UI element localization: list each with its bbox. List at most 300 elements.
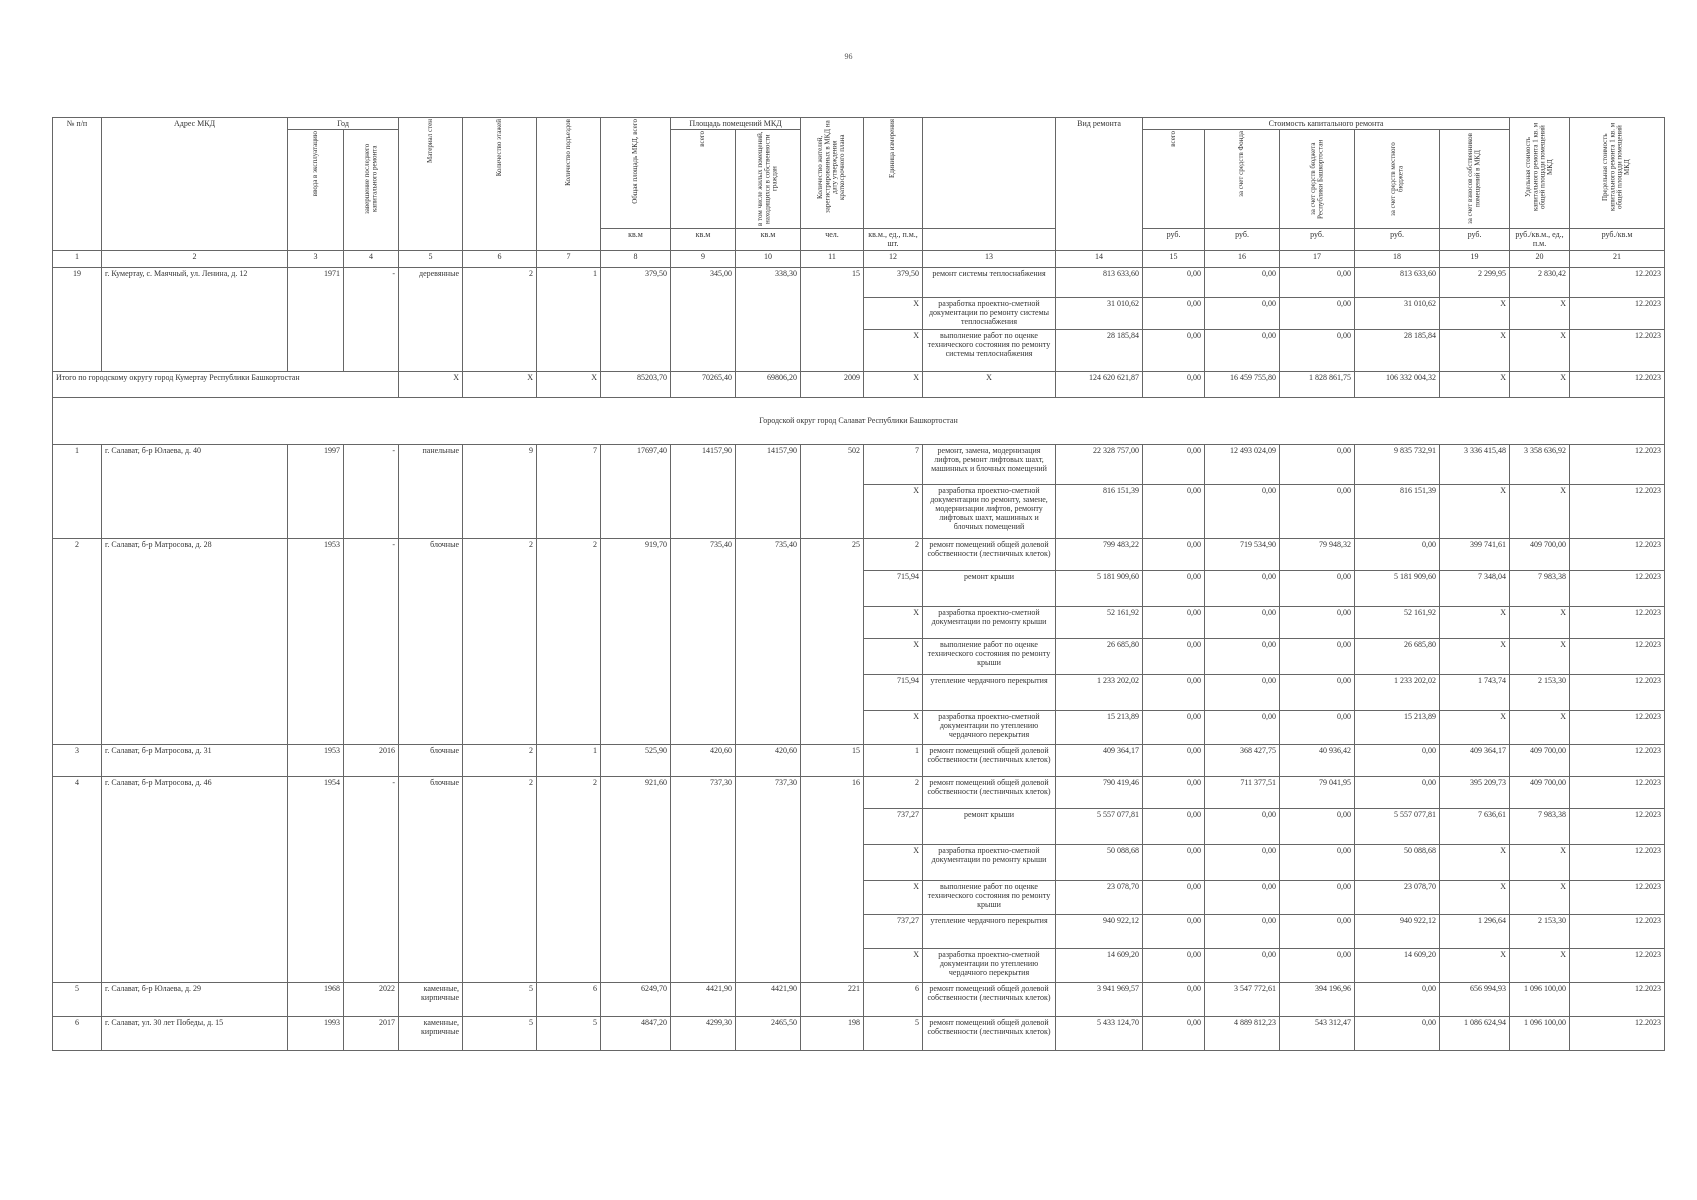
row-entrances: 7 [537, 444, 601, 538]
item-cost-fund: 0,00 [1143, 638, 1205, 674]
unit-cost-owners: руб. [1440, 229, 1510, 250]
row-address: г. Салават, ул. 30 лет Победы, д. 15 [102, 1016, 288, 1050]
column-number: 11 [801, 250, 864, 267]
item-cost-rb: 4 889 812,23 [1205, 1016, 1280, 1050]
item-cost-local: 394 196,96 [1280, 982, 1355, 1016]
item-unit: 6 [864, 982, 923, 1016]
unit-cost-rb: руб. [1280, 229, 1355, 250]
item-unit: X [864, 484, 923, 538]
row-year-built: 1997 [288, 444, 344, 538]
hdr-unit-label: Единица измерения [888, 119, 897, 178]
row-area-owned: 737,30 [736, 776, 801, 982]
item-work-type: разработка проектно-сметной документации по утеплению чердачного перекрытия [923, 948, 1056, 982]
item-cost-rb: 0,00 [1205, 570, 1280, 606]
unit-cost-fund: руб. [1205, 229, 1280, 250]
item-work-type: ремонт помещений общей долевой собственности (лестничных клеток) [923, 538, 1056, 570]
item-unit-cost: 1 086 624,94 [1440, 1016, 1510, 1050]
hdr-cost-fund-label: за счет средств Фонда [1237, 131, 1246, 198]
item-max-cost: X [1510, 329, 1570, 371]
item-work-type: разработка проектно-сметной документации по ремонту крыши [923, 844, 1056, 880]
column-number: 10 [736, 250, 801, 267]
row-year-built: 1953 [288, 744, 344, 776]
item-cost-local: 0,00 [1280, 880, 1355, 914]
item-cost-total: 52 161,92 [1056, 606, 1143, 638]
hdr-area-res-spacer [923, 118, 1056, 229]
hdr-year-built [288, 130, 344, 250]
hdr-residents-label: Количество жителей, зарегистрированных в МКД на дату утверждения краткосрочного плана [816, 120, 847, 214]
total-unit-cost: X [1440, 371, 1510, 397]
item-cost-owners: 0,00 [1355, 538, 1440, 570]
item-max-cost: X [1510, 638, 1570, 674]
hdr-cost-owners-label: за счет взносов собственников помещений в МКД [1466, 133, 1482, 225]
column-number: 21 [1570, 250, 1665, 267]
item-cost-fund: 0,00 [1143, 329, 1205, 371]
hdr-wall-label: Материал стен [425, 119, 434, 163]
item-cost-owners: 28 185,84 [1355, 329, 1440, 371]
item-cost-fund: 0,00 [1143, 570, 1205, 606]
item-date: 12.2023 [1570, 744, 1665, 776]
item-cost-owners: 14 609,20 [1355, 948, 1440, 982]
item-cost-total: 14 609,20 [1056, 948, 1143, 982]
column-number: 15 [1143, 250, 1205, 267]
row-area-owned: 4421,90 [736, 982, 801, 1016]
item-cost-rb: 0,00 [1205, 606, 1280, 638]
item-unit: 5 [864, 1016, 923, 1050]
hdr-floors-label: Количество этажей [494, 119, 503, 177]
item-cost-fund: 0,00 [1143, 538, 1205, 570]
item-cost-fund: 0,00 [1143, 267, 1205, 297]
item-cost-owners: 813 633,60 [1355, 267, 1440, 297]
item-cost-total: 26 685,80 [1056, 638, 1143, 674]
hdr-num: № п/п [53, 118, 102, 251]
row-year-built: 1971 [288, 267, 344, 371]
item-unit: X [864, 606, 923, 638]
item-cost-local: 0,00 [1280, 484, 1355, 538]
column-number: 3 [288, 250, 344, 267]
hdr-cost-local [1355, 130, 1440, 229]
item-date: 12.2023 [1570, 297, 1665, 329]
item-max-cost: 7 983,38 [1510, 570, 1570, 606]
item-unit-cost: 1 296,64 [1440, 914, 1510, 948]
item-cost-owners: 940 922,12 [1355, 914, 1440, 948]
column-number: 13 [923, 250, 1056, 267]
page-number: 96 [844, 52, 853, 61]
hdr-max-cost-label: Предельная стоимость капитального ремонта 1 кв. м общей площади помещений МКД [1601, 122, 1632, 212]
item-cost-owners: 816 151,39 [1355, 484, 1440, 538]
hdr-cost-group: Стоимость капитального ремонта [1143, 118, 1510, 130]
item-cost-rb: 0,00 [1205, 880, 1280, 914]
table-row [53, 538, 1665, 570]
item-max-cost: X [1510, 297, 1570, 329]
item-cost-total: 790 419,46 [1056, 776, 1143, 808]
row-area-all: 14157,90 [671, 444, 736, 538]
column-number: 18 [1355, 250, 1440, 267]
item-date: 12.2023 [1570, 982, 1665, 1016]
item-work-type: разработка проектно-сметной документации по утеплению чердачного перекрытия [923, 710, 1056, 744]
item-unit-cost: X [1440, 329, 1510, 371]
item-unit: X [864, 297, 923, 329]
item-unit-cost: 3 336 415,48 [1440, 444, 1510, 484]
item-max-cost: 2 830,42 [1510, 267, 1570, 297]
unit-unit-cost: руб./кв.м., ед., п.м. [1510, 229, 1570, 250]
item-date: 12.2023 [1570, 638, 1665, 674]
item-unit-cost: X [1440, 948, 1510, 982]
hdr-area-owned-label: в том числе жилых помещений, находящихся в собственности граждан [756, 131, 779, 227]
item-cost-local: 0,00 [1280, 674, 1355, 710]
item-work-type: ремонт крыши [923, 570, 1056, 606]
total-cost-owners: 106 332 004,32 [1355, 371, 1440, 397]
total-work: X [923, 371, 1056, 397]
item-cost-local: 0,00 [1280, 267, 1355, 297]
column-number: 12 [864, 250, 923, 267]
item-cost-rb: 719 534,90 [1205, 538, 1280, 570]
item-cost-fund: 0,00 [1143, 982, 1205, 1016]
item-cost-total: 799 483,22 [1056, 538, 1143, 570]
hdr-cost-fund [1205, 130, 1280, 229]
item-max-cost: 2 153,30 [1510, 674, 1570, 710]
row-residents: 25 [801, 538, 864, 744]
hdr-area-owned [736, 130, 801, 229]
item-cost-total: 940 922,12 [1056, 914, 1143, 948]
unit-spacer [923, 229, 1056, 250]
total-area: 85203,70 [601, 371, 671, 397]
item-work-type: ремонт помещений общей долевой собственности (лестничных клеток) [923, 776, 1056, 808]
item-unit: 737,27 [864, 808, 923, 844]
row-address: г. Салават, б-р Матросова, д. 28 [102, 538, 288, 744]
table-row [53, 1016, 1665, 1050]
item-max-cost: X [1510, 710, 1570, 744]
item-unit: 7 [864, 444, 923, 484]
row-total-area: 6249,70 [601, 982, 671, 1016]
row-number: 3 [53, 744, 102, 776]
item-work-type: выполнение работ по оценке технического состояния по ремонту крыши [923, 638, 1056, 674]
item-date: 12.2023 [1570, 880, 1665, 914]
item-max-cost: X [1510, 844, 1570, 880]
row-wall-material: каменные, кирпичные [399, 1016, 463, 1050]
hdr-wall [399, 118, 463, 251]
item-cost-rb: 0,00 [1205, 329, 1280, 371]
row-area-owned: 420,60 [736, 744, 801, 776]
item-unit: X [864, 638, 923, 674]
table-row [53, 444, 1665, 484]
item-cost-owners: 0,00 [1355, 982, 1440, 1016]
item-date: 12.2023 [1570, 444, 1665, 484]
item-cost-rb: 0,00 [1205, 267, 1280, 297]
row-year-repair: - [344, 538, 399, 744]
unit-area-all: кв.м [671, 229, 736, 250]
item-unit: X [864, 844, 923, 880]
item-work-type: утепление чердачного перекрытия [923, 674, 1056, 710]
item-date: 12.2023 [1570, 674, 1665, 710]
total-unit: X [864, 371, 923, 397]
item-cost-total: 816 151,39 [1056, 484, 1143, 538]
hdr-cost-rb [1280, 130, 1355, 229]
item-cost-local: 0,00 [1280, 444, 1355, 484]
column-number: 8 [601, 250, 671, 267]
column-number: 7 [537, 250, 601, 267]
row-floors: 5 [463, 982, 537, 1016]
item-cost-rb: 368 427,75 [1205, 744, 1280, 776]
item-work-type: утепление чердачного перекрытия [923, 914, 1056, 948]
item-unit-cost: 1 743,74 [1440, 674, 1510, 710]
item-work-type: ремонт, замена, модернизация лифтов, ремонт лифтовых шахт, машинных и блочных помещений [923, 444, 1056, 484]
column-numbers-row [53, 250, 1665, 267]
item-cost-owners: 31 010,62 [1355, 297, 1440, 329]
item-work-type: разработка проектно-сметной документации по ремонту крыши [923, 606, 1056, 638]
row-floors: 2 [463, 776, 537, 982]
hdr-area-group: Площадь помещений МКД [671, 118, 801, 130]
item-cost-total: 409 364,17 [1056, 744, 1143, 776]
table-row [53, 744, 1665, 776]
row-floors: 2 [463, 267, 537, 371]
item-cost-local: 0,00 [1280, 329, 1355, 371]
item-cost-owners: 5 557 077,81 [1355, 808, 1440, 844]
item-cost-total: 5 433 124,70 [1056, 1016, 1143, 1050]
item-max-cost: 1 096 100,00 [1510, 982, 1570, 1016]
item-cost-rb: 0,00 [1205, 484, 1280, 538]
row-address: г. Салават, б-р Матросова, д. 31 [102, 744, 288, 776]
item-cost-total: 15 213,89 [1056, 710, 1143, 744]
item-unit: 379,50 [864, 267, 923, 297]
item-max-cost: 2 153,30 [1510, 914, 1570, 948]
row-year-repair: 2016 [344, 744, 399, 776]
capital-repair-table [52, 117, 1665, 1051]
item-cost-local: 40 936,42 [1280, 744, 1355, 776]
item-max-cost: 409 700,00 [1510, 538, 1570, 570]
item-cost-total: 31 010,62 [1056, 297, 1143, 329]
row-wall-material: блочные [399, 538, 463, 744]
item-cost-local: 0,00 [1280, 844, 1355, 880]
item-max-cost: 3 358 636,92 [1510, 444, 1570, 484]
row-entrances: 2 [537, 538, 601, 744]
item-cost-fund: 0,00 [1143, 297, 1205, 329]
item-unit-cost: X [1440, 880, 1510, 914]
row-entrances: 2 [537, 776, 601, 982]
row-address: г. Кумертау, с. Маячный, ул. Ленина, д. 12 [102, 267, 288, 371]
item-cost-fund: 0,00 [1143, 444, 1205, 484]
item-cost-fund: 0,00 [1143, 776, 1205, 808]
row-total-area: 525,90 [601, 744, 671, 776]
item-unit: X [864, 880, 923, 914]
hdr-max-cost [1570, 118, 1665, 229]
item-cost-fund: 0,00 [1143, 844, 1205, 880]
item-cost-fund: 0,00 [1143, 880, 1205, 914]
row-floors: 2 [463, 744, 537, 776]
item-max-cost: X [1510, 606, 1570, 638]
item-cost-rb: 0,00 [1205, 674, 1280, 710]
row-number: 6 [53, 1016, 102, 1050]
item-cost-owners: 50 088,68 [1355, 844, 1440, 880]
item-cost-total: 22 328 757,00 [1056, 444, 1143, 484]
row-total-area: 17697,40 [601, 444, 671, 538]
item-unit-cost: 409 364,17 [1440, 744, 1510, 776]
row-residents: 221 [801, 982, 864, 1016]
column-number: 2 [102, 250, 288, 267]
item-unit-cost: X [1440, 297, 1510, 329]
hdr-unit [864, 118, 923, 229]
item-cost-fund: 0,00 [1143, 710, 1205, 744]
hdr-work: Вид ремонта [1056, 118, 1143, 251]
total-area-all: 70265,40 [671, 371, 736, 397]
item-cost-fund: 0,00 [1143, 808, 1205, 844]
total-label: Итого по городскому округу город Кумертау Республики Башкортостан [53, 371, 399, 397]
row-area-owned: 735,40 [736, 538, 801, 744]
item-cost-rb: 12 493 024,09 [1205, 444, 1280, 484]
row-year-built: 1968 [288, 982, 344, 1016]
item-cost-owners: 26 685,80 [1355, 638, 1440, 674]
total-area-owned: 69806,20 [736, 371, 801, 397]
hdr-area-all [671, 130, 736, 229]
item-cost-local: 79 041,95 [1280, 776, 1355, 808]
row-total-area: 921,60 [601, 776, 671, 982]
row-wall-material: каменные, кирпичные [399, 982, 463, 1016]
column-number: 1 [53, 250, 102, 267]
item-date: 12.2023 [1570, 948, 1665, 982]
item-cost-rb: 0,00 [1205, 638, 1280, 674]
item-date: 12.2023 [1570, 710, 1665, 744]
item-cost-owners: 0,00 [1355, 1016, 1440, 1050]
column-number: 9 [671, 250, 736, 267]
hdr-total-area-label: Общая площадь МКД, всего [630, 119, 639, 204]
item-date: 12.2023 [1570, 267, 1665, 297]
row-wall-material: блочные [399, 776, 463, 982]
item-cost-rb: 0,00 [1205, 948, 1280, 982]
row-residents: 16 [801, 776, 864, 982]
total-cost: 124 620 621,87 [1056, 371, 1143, 397]
unit-residents: чел. [801, 229, 864, 250]
item-work-type: выполнение работ по оценке технического состояния по ремонту системы теплоснабжения [923, 329, 1056, 371]
row-entrances: 6 [537, 982, 601, 1016]
item-cost-owners: 15 213,89 [1355, 710, 1440, 744]
item-cost-fund: 0,00 [1143, 484, 1205, 538]
hdr-unit-cost [1510, 118, 1570, 229]
item-cost-owners: 0,00 [1355, 776, 1440, 808]
row-address: г. Салават, б-р Юлаева, д. 29 [102, 982, 288, 1016]
total-cost-local: 1 828 861,75 [1280, 371, 1355, 397]
hdr-year-built-label: ввода в эксплуатацию [310, 131, 319, 197]
row-year-repair: 2022 [344, 982, 399, 1016]
item-date: 12.2023 [1570, 776, 1665, 808]
row-area-all: 345,00 [671, 267, 736, 371]
row-number: 1 [53, 444, 102, 538]
hdr-floors [463, 118, 537, 251]
hdr-residents [801, 118, 864, 229]
item-unit-cost: 7 348,04 [1440, 570, 1510, 606]
hdr-year-repair [344, 130, 399, 250]
item-unit: X [864, 329, 923, 371]
row-wall-material: панельные [399, 444, 463, 538]
item-unit: 715,94 [864, 570, 923, 606]
row-number: 5 [53, 982, 102, 1016]
item-max-cost: X [1510, 484, 1570, 538]
item-cost-total: 5 181 909,60 [1056, 570, 1143, 606]
item-cost-local: 0,00 [1280, 914, 1355, 948]
item-unit: 737,27 [864, 914, 923, 948]
hdr-cost-local-label: за счет средств местного бюджета [1388, 142, 1405, 217]
item-unit-cost: 395 209,73 [1440, 776, 1510, 808]
item-cost-local: 79 948,32 [1280, 538, 1355, 570]
item-cost-total: 50 088,68 [1056, 844, 1143, 880]
table-row [53, 982, 1665, 1016]
unit-total-area: кв.м [601, 229, 671, 250]
row-total-area: 379,50 [601, 267, 671, 371]
row-entrances: 1 [537, 267, 601, 371]
item-cost-local: 0,00 [1280, 606, 1355, 638]
item-cost-total: 5 557 077,81 [1056, 808, 1143, 844]
item-work-type: ремонт помещений общей долевой собственности (лестничных клеток) [923, 982, 1056, 1016]
item-max-cost: 409 700,00 [1510, 744, 1570, 776]
column-number: 4 [344, 250, 399, 267]
column-number: 19 [1440, 250, 1510, 267]
item-work-type: разработка проектно-сметной документации по ремонту системы теплоснабжения [923, 297, 1056, 329]
item-cost-owners: 0,00 [1355, 744, 1440, 776]
item-work-type: ремонт крыши [923, 808, 1056, 844]
item-cost-local: 0,00 [1280, 297, 1355, 329]
row-area-owned: 338,30 [736, 267, 801, 371]
item-work-type: ремонт системы теплоснабжения [923, 267, 1056, 297]
item-work-type: выполнение работ по оценке технического состояния по ремонту крыши [923, 880, 1056, 914]
row-area-all: 737,30 [671, 776, 736, 982]
section-title: Городской округ город Салават Республики Башкортостан [53, 397, 1665, 444]
item-work-type: разработка проектно-сметной документации по ремонту, замене, модернизации лифтов, ремонту лифтовых шахт, машинных и блочных помещений [923, 484, 1056, 538]
column-number: 17 [1280, 250, 1355, 267]
column-number: 14 [1056, 250, 1143, 267]
item-cost-total: 1 233 202,02 [1056, 674, 1143, 710]
item-cost-fund: 0,00 [1143, 914, 1205, 948]
hdr-cost-rb-label: за счет средств бюджета Республики Башкортостан [1308, 139, 1325, 219]
unit-cost-total: руб. [1143, 229, 1205, 250]
row-floors: 9 [463, 444, 537, 538]
item-date: 12.2023 [1570, 914, 1665, 948]
row-wall-material: блочные [399, 744, 463, 776]
item-unit-cost: X [1440, 710, 1510, 744]
item-max-cost: 1 096 100,00 [1510, 1016, 1570, 1050]
item-cost-total: 23 078,70 [1056, 880, 1143, 914]
row-year-built: 1993 [288, 1016, 344, 1050]
total-residents: 2009 [801, 371, 864, 397]
item-cost-local: 0,00 [1280, 710, 1355, 744]
row-residents: 15 [801, 267, 864, 371]
item-cost-rb: 0,00 [1205, 808, 1280, 844]
row-year-repair: - [344, 267, 399, 371]
column-number: 16 [1205, 250, 1280, 267]
row-year-repair: - [344, 776, 399, 982]
item-cost-owners: 1 233 202,02 [1355, 674, 1440, 710]
item-unit: 2 [864, 538, 923, 570]
item-date: 12.2023 [1570, 808, 1665, 844]
row-number: 19 [53, 267, 102, 371]
item-max-cost: 7 983,38 [1510, 808, 1570, 844]
row-area-all: 735,40 [671, 538, 736, 744]
item-cost-rb: 0,00 [1205, 297, 1280, 329]
item-unit: 1 [864, 744, 923, 776]
item-unit-cost: 656 994,93 [1440, 982, 1510, 1016]
row-wall-material: деревянные [399, 267, 463, 371]
column-number: 6 [463, 250, 537, 267]
hdr-unit-cost-label: Удельная стоимость капитального ремонта 1 кв. м общей площади помещений МКД [1523, 122, 1554, 212]
row-area-owned: 2465,50 [736, 1016, 801, 1050]
total-date: 12.2023 [1570, 371, 1665, 397]
total-entrances: X [537, 371, 601, 397]
total-max-cost: X [1510, 371, 1570, 397]
row-number: 4 [53, 776, 102, 982]
table-row [53, 776, 1665, 808]
item-cost-rb: 3 547 772,61 [1205, 982, 1280, 1016]
hdr-entrances [537, 118, 601, 251]
row-residents: 502 [801, 444, 864, 538]
item-cost-owners: 9 835 732,91 [1355, 444, 1440, 484]
item-cost-fund: 0,00 [1143, 606, 1205, 638]
